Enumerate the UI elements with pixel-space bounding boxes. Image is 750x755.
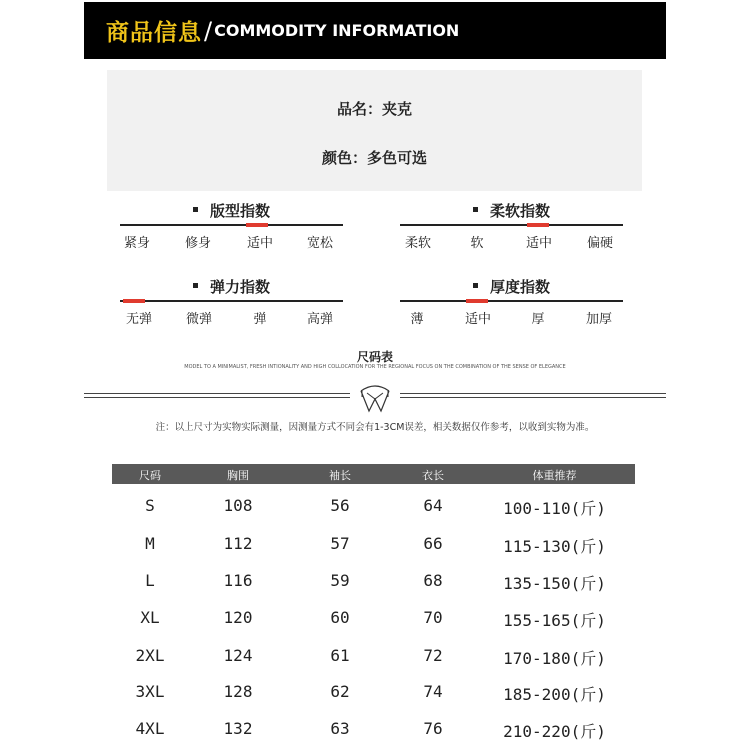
fit-option: 适中 xyxy=(246,236,273,251)
cell-chest: 108 xyxy=(223,496,253,515)
header-title-cn: 商品信息 xyxy=(106,20,202,46)
elasticity-index xyxy=(120,276,343,336)
cell-size: L xyxy=(145,571,155,590)
thickness-option: 薄 xyxy=(410,312,424,327)
fit-option: 修身 xyxy=(184,236,211,251)
index-bar xyxy=(400,224,623,226)
softness-index-title: 柔软指数 xyxy=(400,200,623,221)
cell-weight: 135-150(斤) xyxy=(503,574,606,593)
col-header-weight: 体重推荐 xyxy=(532,469,577,482)
fit-option: 宽松 xyxy=(306,236,333,251)
table-row xyxy=(112,682,635,718)
cell-size: XL xyxy=(140,608,160,627)
size-chart-tagline: MODEL TO A MINIMALIST, FRESH INTIONALITY AND HIGH COLLOCATION FOR THE REGIONAL FOCUS ON THE COMBINATION OF THE SENSE OF ELEGANCE xyxy=(184,364,566,370)
cell-weight: 115-130(斤) xyxy=(503,537,606,556)
cell-sleeve: 59 xyxy=(330,571,350,590)
divider-left xyxy=(84,397,350,398)
softness-option: 偏硬 xyxy=(586,236,613,251)
divider-right xyxy=(400,397,666,398)
cell-weight: 210-220(斤) xyxy=(503,722,606,741)
product-info-box xyxy=(107,70,642,191)
table-row xyxy=(112,608,635,644)
cell-length: 64 xyxy=(423,496,443,515)
thickness-option: 适中 xyxy=(464,312,491,327)
fit-option: 紧身 xyxy=(123,236,150,251)
bullet-icon xyxy=(193,207,198,212)
thickness-option: 加厚 xyxy=(585,312,612,327)
cell-sleeve: 63 xyxy=(330,719,350,738)
selected-marker xyxy=(466,299,488,303)
cell-chest: 120 xyxy=(223,608,253,627)
table-row xyxy=(112,534,635,570)
elasticity-option: 微弹 xyxy=(185,312,212,327)
elasticity-option: 弹 xyxy=(253,312,267,327)
shirt-collar-icon xyxy=(358,379,392,415)
table-row xyxy=(112,571,635,607)
cell-length: 74 xyxy=(423,682,443,701)
col-header-chest: 胸围 xyxy=(227,469,249,482)
size-chart-title: 尺码表 xyxy=(356,350,393,364)
elasticity-index-title: 弹力指数 xyxy=(120,276,343,297)
commodity-info-header xyxy=(84,2,666,59)
cell-chest: 132 xyxy=(223,719,253,738)
elasticity-option: 无弹 xyxy=(125,312,152,327)
cell-length: 76 xyxy=(423,719,443,738)
cell-chest: 112 xyxy=(223,534,253,553)
elasticity-option: 高弹 xyxy=(306,312,333,327)
cell-size: M xyxy=(145,534,155,553)
product-color: 颜色：多色可选 xyxy=(321,149,427,167)
cell-weight: 155-165(斤) xyxy=(503,611,606,630)
bullet-icon xyxy=(473,283,478,288)
divider-right xyxy=(400,393,666,394)
cell-sleeve: 61 xyxy=(330,646,350,665)
cell-weight: 185-200(斤) xyxy=(503,685,606,704)
softness-option: 柔软 xyxy=(404,236,431,251)
divider-left xyxy=(84,393,350,394)
cell-size: S xyxy=(145,496,155,515)
product-name: 品名：夹克 xyxy=(336,100,412,118)
col-header-size: 尺码 xyxy=(139,469,161,482)
thickness-index xyxy=(400,276,623,336)
table-row xyxy=(112,496,635,532)
index-bar xyxy=(120,300,343,302)
cell-sleeve: 60 xyxy=(330,608,350,627)
cell-chest: 128 xyxy=(223,682,253,701)
cell-sleeve: 57 xyxy=(330,534,350,553)
bullet-icon xyxy=(473,207,478,212)
cell-length: 72 xyxy=(423,646,443,665)
size-table-header xyxy=(112,464,635,484)
cell-sleeve: 62 xyxy=(330,682,350,701)
fit-index-title: 版型指数 xyxy=(120,200,343,221)
cell-weight: 100-110(斤) xyxy=(503,499,606,518)
index-bar xyxy=(120,224,343,226)
cell-length: 70 xyxy=(423,608,443,627)
table-row xyxy=(112,646,635,682)
selected-marker xyxy=(123,299,145,303)
cell-length: 66 xyxy=(423,534,443,553)
fit-index xyxy=(120,200,343,260)
cell-weight: 170-180(斤) xyxy=(503,649,606,668)
thickness-option: 厚 xyxy=(531,312,545,327)
col-header-length: 衣长 xyxy=(422,469,444,482)
size-note: 注：以上尺寸为实物实际测量，因测量方式不同会有1-3CM误差，相关数据仅作参考，以收到实物为准。 xyxy=(155,422,595,433)
header-separator: / xyxy=(204,16,213,45)
col-header-sleeve: 袖长 xyxy=(329,469,351,482)
header-title-en: COMMODITY INFORMATION xyxy=(214,21,460,40)
bullet-icon xyxy=(193,283,198,288)
selected-marker xyxy=(246,223,268,227)
thickness-index-title: 厚度指数 xyxy=(400,276,623,297)
cell-chest: 124 xyxy=(223,646,253,665)
index-bar xyxy=(400,300,623,302)
cell-chest: 116 xyxy=(223,571,253,590)
softness-index xyxy=(400,200,623,260)
cell-size: 3XL xyxy=(135,682,165,701)
cell-size: 4XL xyxy=(135,719,165,738)
cell-size: 2XL xyxy=(135,646,165,665)
cell-length: 68 xyxy=(423,571,443,590)
softness-option: 软 xyxy=(470,236,484,251)
softness-option: 适中 xyxy=(525,236,552,251)
selected-marker xyxy=(527,223,549,227)
cell-sleeve: 56 xyxy=(330,496,350,515)
